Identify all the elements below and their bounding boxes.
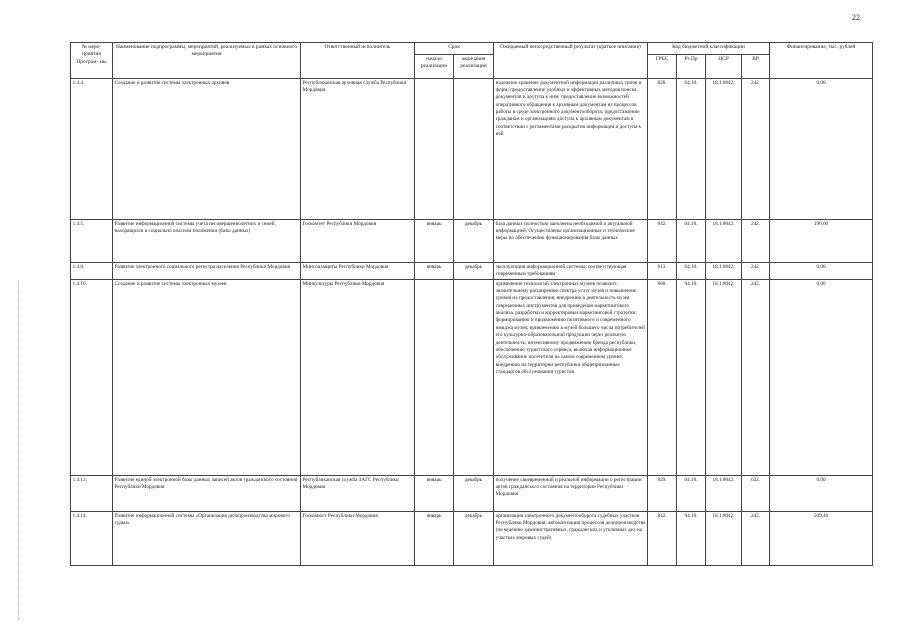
cell-financing: 0,00 — [770, 280, 873, 476]
cell-vr: 242. — [742, 220, 770, 263]
cell-start: январь — [415, 476, 454, 512]
cell-grbs: 842. — [648, 512, 677, 566]
cell-executor: Госкомтет Республики Мордовия — [301, 220, 415, 263]
cell-vr: 622. — [742, 476, 770, 512]
cell-grbs: 828. — [648, 79, 677, 220]
cell-rz: 04.10. — [677, 263, 706, 280]
cell-start — [415, 79, 454, 220]
cell-end — [454, 280, 494, 476]
cell-result: база данных полностью заполнена необходимой и актуальной информацией. Осуществлены организационные и технические меры по обеспечению функционирования базы данных — [494, 220, 648, 263]
header-csr: ЦСР — [706, 55, 742, 79]
cell-result: надежное хранение документной информации различных типов и форм; предоставление удобных и эффективных методов поиска документов и доступа к ним; предоставление возможностей оперативного обращения к архивным документам из процессов работы в среде электронного документооборота; предоставление гражданам и организациям доступа к архивным документам в соответствии с регламентами раскрытия информации и доступа к ней — [494, 79, 648, 220]
cell-executor: Минкультуры Республики Мордовия — [301, 280, 415, 476]
cell-executor: Республиканская архивная служба Республики Мордовия — [301, 79, 415, 220]
cell-name: Развитие информационной системы учета несовершеннолетних и семей, находящихся в социально опасном положении (базы данных) — [113, 220, 301, 263]
cell-grbs: 842. — [648, 220, 677, 263]
header-budget-code: Код бюджетной классификации — [648, 43, 770, 55]
cell-result: организация электронного документооборота судебных участков Республики Мордовия; автоматизация процессов делопроизводства (по ведению административных, гражданских и уголовных дел на участках мировых судей) — [494, 512, 648, 566]
cell-rz: 04.10. — [677, 79, 706, 220]
cell-grbs: 808. — [648, 280, 677, 476]
cell-financing: 0,00 — [770, 263, 873, 280]
cell-name: Создание и развитие системы электронных архивов — [113, 79, 301, 220]
cell-csr: 18.1.8042. — [706, 220, 742, 263]
cell-end: декабрь — [454, 220, 494, 263]
cell-vr: 242. — [742, 512, 770, 566]
cell-name: Развитие единой электронной базы данных записей актов гражданского состояния Республики Мордовия — [113, 476, 301, 512]
cell-csr: 18.1.8042. — [706, 79, 742, 220]
cell-rz: 04.10. — [677, 512, 706, 566]
cell-name: Создание и развитие системы электронных музеев — [113, 280, 301, 476]
cell-vr: 242. — [742, 280, 770, 476]
cell-csr: 18.1.8042. — [706, 476, 742, 512]
header-term: Срок — [415, 43, 494, 55]
cell-end: декабрь — [454, 512, 494, 566]
header-start: начало реализации — [415, 55, 454, 79]
table-row — [71, 263, 873, 280]
header-rz: Рз Пр — [677, 55, 706, 79]
header-vr: ВР — [742, 55, 770, 79]
cell-num: 1.4.8. — [71, 263, 113, 280]
cell-num: 1.4.5. — [71, 220, 113, 263]
cell-financing: 0,00 — [770, 79, 873, 220]
cell-start: январь — [415, 263, 454, 280]
cell-grbs: 829. — [648, 476, 677, 512]
cell-vr: 242. — [742, 263, 770, 280]
cell-csr: 18.1.8042. — [706, 263, 742, 280]
cell-name: Развитие электронного социального регистра населения Республики Мордовия — [113, 263, 301, 280]
cell-executor: Госкомюст Республики Мордовия — [301, 512, 415, 566]
cell-executor: Республиканская служба ЗАГС Республики Мордовия — [301, 476, 415, 512]
table-row — [71, 476, 873, 512]
cell-executor: Минсоцзащиты Республики Мордовия — [301, 263, 415, 280]
cell-csr: 18.1.8042. — [706, 512, 742, 566]
cell-financing: 196,00 — [770, 220, 873, 263]
header-grbs: ГРБС — [648, 55, 677, 79]
cell-num: 1.4.4. — [71, 79, 113, 220]
cell-start: январь — [415, 220, 454, 263]
header-name: Наименование подпрограммы, мероприятий, реализуемых в рамках основного мероприятия — [113, 43, 301, 79]
page-number: 22 — [852, 13, 860, 22]
cell-end: декабрь — [454, 476, 494, 512]
cell-start — [415, 280, 454, 476]
cell-result: применение технологий электронных музеев позволит: значительному расширению спектра услуг музея и повышению уровня их предоставления; внедрению в деятельность музея современных инструментов для проведения маркетингового анализа, разработки и корректировки маркетинговой стратегии; формированию и продвижению позитивного и современного имиджа музея; привлечению в музей большего числа потребителей его культурно-образовательной продукции через реальную деятельность; интенсивному продвижению бренда республики, обеспечению туристского сервиса, включая информационное обслуживание посетителя на самом современном уровне; внедрению на территории республики общепризнанных стандартов обслуживания туристов — [494, 280, 648, 476]
scan-edge-dots — [18, 280, 20, 620]
table-row — [71, 220, 873, 263]
cell-num: 1.4.14. — [71, 512, 113, 566]
cell-end: декабрь — [454, 263, 494, 280]
cell-financing: 509,40 — [770, 512, 873, 566]
header-end: окончания реализации — [454, 55, 494, 79]
cell-vr: 242. — [742, 79, 770, 220]
header-financing: Финансирование, тыс. рублей — [770, 43, 873, 79]
table-row — [71, 280, 873, 476]
cell-num: 1.4.13. — [71, 476, 113, 512]
table-row — [71, 79, 873, 220]
cell-start: январь — [415, 512, 454, 566]
header-executor: Ответственный исполнитель — [301, 43, 415, 79]
cell-rz: 04.10. — [677, 220, 706, 263]
cell-rz: 04.10. — [677, 476, 706, 512]
cell-result: получение своевременной и реальной информации о регистрации актов гражданского состояния на территории Республики Мордовия — [494, 476, 648, 512]
table-row — [71, 512, 873, 566]
cell-csr: 18.1.8042. — [706, 280, 742, 476]
cell-grbs: 813. — [648, 263, 677, 280]
cell-num: 1.4.10. — [71, 280, 113, 476]
header-result: Ожидаемый непосредственный результат (краткое описание) — [494, 43, 648, 79]
cell-name: Развитие информационной системы «Организация делопроизводства мирового судьи» — [113, 512, 301, 566]
program-table — [70, 42, 873, 566]
cell-result: эксплуатация информационной системы, соответствующая современным требованиям — [494, 263, 648, 280]
header-num: № меро- приятия Програм- мы — [71, 43, 113, 79]
cell-rz: 04.10. — [677, 280, 706, 476]
cell-end — [454, 79, 494, 220]
cell-financing: 0,00 — [770, 476, 873, 512]
